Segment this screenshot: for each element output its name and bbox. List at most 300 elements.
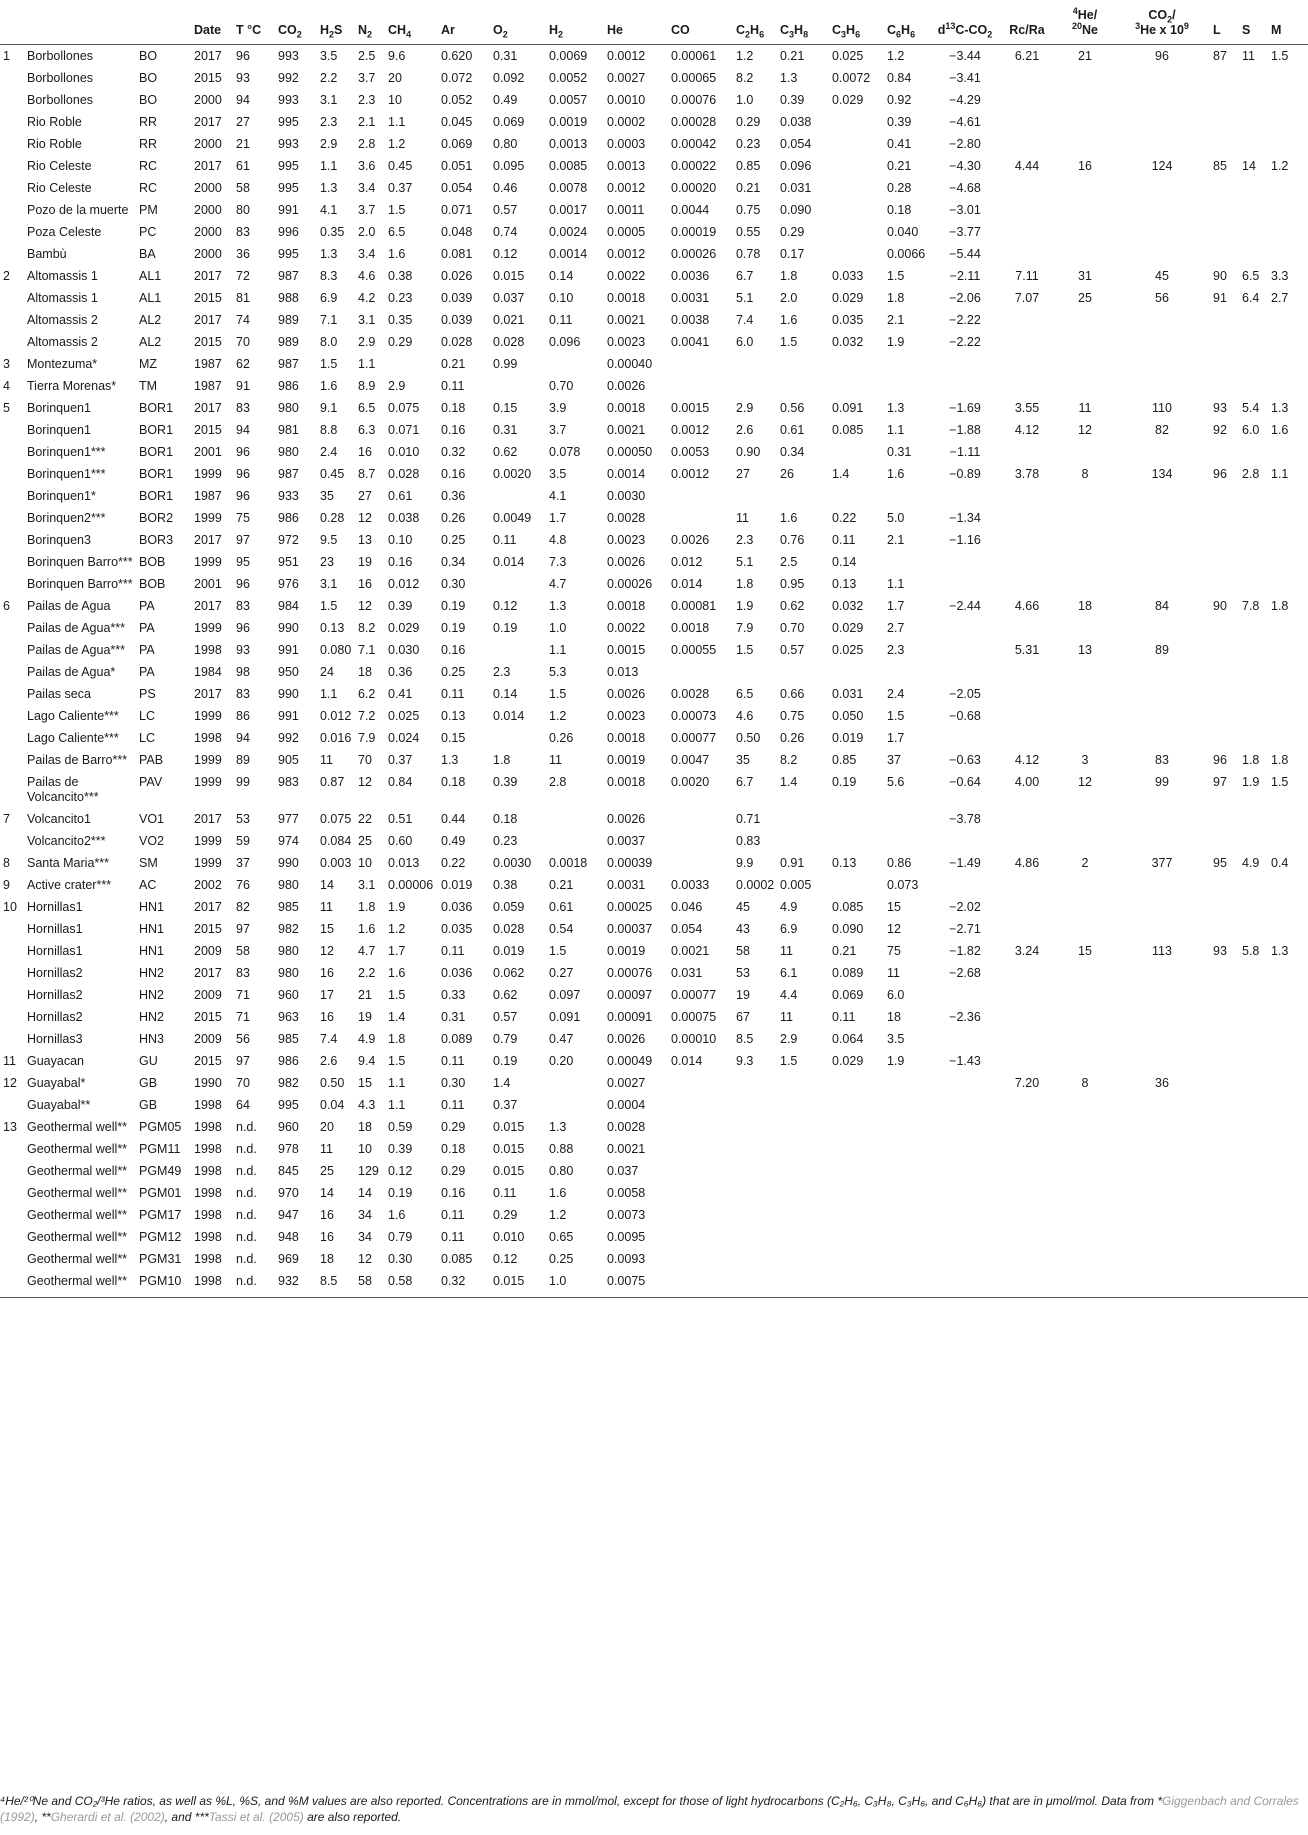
cell-c2h6: 1.5 [736,643,754,657]
cell-t: 98 [236,665,250,679]
cell-s [1239,896,1268,918]
column-header-d13c: $d^{13}C-CO_2$ [932,8,998,45]
cell-code: BA [139,247,156,261]
cell-code: PA [139,665,155,679]
cell-co [668,852,733,874]
cell-co2: 980 [278,401,299,415]
cell-name: Borinquen1 [27,401,91,415]
cell-date: 1987 [194,489,222,503]
cell-co [668,1270,733,1298]
footnote-ref-giggenbach[interactable]: Giggenbach and Corrales (1992) [0,1794,1299,1824]
cell-ch4: 6.5 [388,225,406,239]
table-row [0,529,1308,551]
cell-c3h8: 0.21 [780,49,805,63]
cell-n2: 18 [358,665,372,679]
cell-l [1210,617,1239,639]
cell-c3h8: 4.9 [780,900,798,914]
cell-s [1239,683,1268,705]
cell-name: Geothermal well** [27,1142,128,1156]
cell-name: Hornillas1 [27,922,83,936]
cell-code: VO2 [139,834,165,848]
cell-o2 [490,727,546,749]
cell-date: 1999 [194,753,222,767]
cell-he: 0.0012 [607,181,646,195]
cell-c2h6 [733,1270,777,1298]
cell-m [1268,1270,1308,1298]
cell-co: 0.014 [671,1054,703,1068]
cell-m [1268,639,1308,661]
table-header-row [0,8,1308,45]
cell-m [1268,874,1308,896]
cell-h2: 0.0019 [549,115,588,129]
cell-n2: 14 [358,1186,372,1200]
cell-ch4: 0.19 [388,1186,413,1200]
cell-h2s: 0.50 [320,1076,345,1090]
cell-s [1239,573,1268,595]
cell-co2: 845 [278,1164,299,1178]
cell-l [1210,353,1239,375]
cell-c3h8: 6.9 [780,922,798,936]
table-footnote [0,1793,1300,1825]
cell-co: 0.0028 [671,687,710,701]
cell-o2: 0.38 [493,878,518,892]
cell-o2: 0.57 [493,1010,518,1024]
cell-name: Guayabal* [27,1076,86,1090]
cell-name: Montezuma* [27,357,98,371]
cell-rcra [998,918,1056,940]
cell-h2: 1.0 [549,621,567,635]
cell-n2: 7.1 [358,643,376,657]
cell-h2s: 25 [320,1164,334,1178]
cell-h2s: 2.4 [320,445,338,459]
cell-s: 6.5 [1242,269,1260,283]
cell-c2h6: 9.9 [736,856,754,870]
cell-rcra [998,1270,1056,1298]
cell-c6h6 [884,375,932,397]
cell-l [1210,1226,1239,1248]
table-row [0,45,1308,68]
cell-c3h6 [829,485,884,507]
cell-hene: 31 [1078,269,1092,283]
cell-hene: 18 [1078,599,1092,613]
cell-o2: 0.39 [493,775,518,789]
cell-m [1268,111,1308,133]
cell-d13c: −2.36 [949,1010,981,1024]
cell-n2: 8.2 [358,621,376,635]
cell-grp: 4 [3,379,10,393]
cell-c6h6 [884,808,932,830]
footnote-ref-gherardi[interactable]: Gherardi et al. (2002) [50,1810,165,1824]
cell-n2: 3.7 [358,71,376,85]
cell-t: 97 [236,1054,250,1068]
cell-co: 0.00073 [671,709,717,723]
cell-d13c [932,830,998,852]
cell-hene [1056,353,1114,375]
cell-he: 0.0073 [607,1208,646,1222]
cell-c2h6: 6.0 [736,335,754,349]
cell-co: 0.00075 [671,1010,717,1024]
cell-c2h6: 1.0 [736,93,754,107]
cell-he: 0.0028 [607,1120,646,1134]
cell-c3h8 [777,1138,829,1160]
cell-m [1268,1050,1308,1072]
cell-grp [0,89,24,111]
cell-co2he [1114,375,1210,397]
cell-he: 0.00091 [607,1010,653,1024]
cell-rcra: 4.12 [1014,753,1040,767]
cell-c3h8: 0.26 [780,731,805,745]
cell-o2: 0.79 [493,1032,518,1046]
cell-co: 0.00010 [671,1032,717,1046]
cell-t: 93 [236,71,250,85]
cell-ar: 0.49 [441,834,466,848]
cell-c6h6 [884,353,932,375]
cell-name: Geothermal well** [27,1252,128,1266]
cell-c2h6: 6.7 [736,775,754,789]
column-header-co2he: $CO_2/$ $^3$He x $10^9$ [1114,8,1210,45]
cell-he: 0.037 [607,1164,639,1178]
cell-hene [1056,221,1114,243]
cell-rcra [998,177,1056,199]
cell-t: 75 [236,511,250,525]
cell-co: 0.00026 [671,247,717,261]
cell-h2s: 15 [320,922,334,936]
cell-name: Lago Caliente*** [27,709,119,723]
cell-he: 0.0031 [607,878,646,892]
cell-co2: 980 [278,878,299,892]
table-row [0,771,1308,808]
cell-co2he [1114,1094,1210,1116]
cell-c2h6: 2.3 [736,533,754,547]
cell-h2s: 8.8 [320,423,338,437]
cell-n2: 34 [358,1208,372,1222]
cell-c2h6: 6.5 [736,687,754,701]
cell-rcra: 4.66 [1014,599,1040,613]
cell-co2he: 36 [1155,1076,1169,1090]
cell-grp [0,1182,24,1204]
cell-co2: 950 [278,665,299,679]
cell-h2s: 1.5 [320,357,338,371]
cell-co2he [1114,918,1210,940]
cell-date: 2017 [194,115,222,129]
cell-n2: 2.8 [358,137,376,151]
cell-he: 0.00076 [607,966,653,980]
cell-code: PGM10 [136,1270,191,1298]
cell-co [668,1138,733,1160]
cell-c3h8: 1.5 [780,335,798,349]
cell-code: PGM11 [139,1142,181,1156]
cell-co2he [1114,67,1210,89]
cell-c2h6: 27 [736,467,750,481]
cell-date: 2000 [194,181,222,195]
cell-n2: 129 [358,1164,379,1178]
cell-h2s: 8.5 [317,1270,355,1298]
cell-s: 4.9 [1242,856,1260,870]
cell-co [668,353,733,375]
cell-hene [1056,177,1114,199]
cell-grp [0,962,24,984]
cell-c2h6 [733,353,777,375]
cell-c6h6: 18 [887,1010,901,1024]
cell-date: 1999 [194,621,222,635]
cell-s [1239,507,1268,529]
cell-hene [1056,573,1114,595]
cell-s: 6.4 [1242,291,1260,305]
cell-d13c: −2.02 [949,900,981,914]
column-header-t: T °C [233,8,275,45]
cell-m [1268,375,1308,397]
cell-n2: 25 [358,834,372,848]
footnote-ref-tassi[interactable]: Tassi et al. (2005) [208,1810,304,1824]
table-row [0,830,1308,852]
cell-t: 93 [236,643,250,657]
cell-l [1210,962,1239,984]
cell-date: 2000 [194,225,222,239]
cell-rcra [998,962,1056,984]
cell-code: PA [139,643,155,657]
cell-l [1210,683,1239,705]
table-row [0,375,1308,397]
cell-co: 0.00061 [671,49,717,63]
cell-ar: 0.32 [438,1270,490,1298]
cell-name: Active crater*** [27,878,112,892]
cell-o2: 0.062 [493,966,525,980]
cell-date: 1998 [194,731,222,745]
table-row [0,617,1308,639]
cell-d13c: −2.05 [949,687,981,701]
cell-name: Pailas de Agua [27,599,111,613]
cell-n2: 8.9 [358,379,376,393]
cell-rcra [998,808,1056,830]
cell-ch4: 0.59 [388,1120,413,1134]
column-header-ch4: $CH_4$ [385,8,438,45]
cell-s [1239,243,1268,265]
cell-n2: 3.1 [358,313,376,327]
table-row [0,749,1308,771]
cell-he: 0.0018 [607,291,646,305]
cell-h2: 1.0 [546,1270,604,1298]
cell-name: Geothermal well** [27,1208,128,1222]
cell-c6h6: 5.0 [887,511,905,525]
cell-l [1210,705,1239,727]
cell-c2h6 [733,1160,777,1182]
cell-he: 0.0010 [607,93,646,107]
cell-ch4: 1.1 [388,115,406,129]
cell-grp [0,1160,24,1182]
cell-m: 1.5 [1271,775,1289,789]
cell-he: 0.0028 [607,511,646,525]
cell-c3h6: 0.029 [832,621,864,635]
cell-ch4: 20 [388,71,402,85]
cell-date: 1998 [194,1186,222,1200]
cell-he: 0.0026 [607,1032,646,1046]
cell-t: 53 [236,812,250,826]
cell-c6h6: 0.92 [887,93,912,107]
cell-s: 5.4 [1242,401,1260,415]
cell-c3h8: 4.4 [780,988,798,1002]
cell-h2s: 16 [320,966,334,980]
cell-name: Volcancito1 [27,812,91,826]
cell-rcra: 7.11 [1015,269,1039,283]
cell-c3h6 [829,1270,884,1298]
cell-ar: 0.16 [441,1186,466,1200]
table-row [0,331,1308,353]
cell-ar: 0.026 [441,269,473,283]
column-header-grp [0,8,24,45]
table-row [0,984,1308,1006]
table-row [0,639,1308,661]
cell-code: BOR1 [139,489,174,503]
cell-date: 2000 [194,137,222,151]
cell-date: 2001 [194,445,222,459]
cell-name: Borinquen2*** [27,511,106,525]
cell-n2: 10 [358,856,372,870]
cell-l [1210,441,1239,463]
cell-c3h8 [777,1160,829,1182]
cell-ch4: 0.29 [388,335,413,349]
cell-c6h6: 2.1 [887,313,905,327]
cell-m [1268,441,1308,463]
cell-o2: 0.019 [493,944,525,958]
cell-hene [1056,1248,1114,1270]
cell-ar: 0.25 [441,665,466,679]
cell-co2he: 124 [1151,159,1173,173]
cell-code: GB [139,1098,158,1112]
cell-rcra [998,683,1056,705]
cell-code: BOR1 [139,423,174,437]
cell-co2he: 84 [1155,599,1169,613]
cell-d13c: −4.30 [949,159,981,173]
cell-o2: 0.0049 [493,511,532,525]
cell-h2: 0.10 [549,291,574,305]
cell-h2s: 0.084 [320,834,352,848]
cell-m [1268,1028,1308,1050]
cell-grp [0,243,24,265]
cell-ar: 0.054 [441,181,473,195]
cell-o2: 0.11 [493,1186,517,1200]
cell-rcra [998,1028,1056,1050]
cell-s [1239,874,1268,896]
cell-t: 36 [236,247,250,261]
cell-c3h6: 0.13 [832,577,857,591]
cell-h2: 0.0057 [549,93,588,107]
cell-c2h6 [733,375,777,397]
cell-c3h6 [829,133,884,155]
cell-s [1239,1160,1268,1182]
column-header-code [136,8,191,45]
cell-l: 93 [1213,944,1227,958]
cell-o2: 0.014 [493,709,525,723]
cell-co: 0.0036 [671,269,710,283]
cell-s [1239,1270,1268,1298]
cell-co2: 980 [278,445,299,459]
cell-rcra [998,1204,1056,1226]
cell-hene [1056,133,1114,155]
column-header-c3h8: $C_3H_8$ [777,8,829,45]
cell-c3h8: 2.5 [780,555,798,569]
cell-co [668,375,733,397]
cell-s [1239,529,1268,551]
cell-c6h6: 1.9 [887,1054,905,1068]
cell-hene: 11 [1078,401,1092,415]
cell-he: 0.00050 [607,445,653,459]
cell-co: 0.00022 [671,159,717,173]
cell-code: BO [139,93,158,107]
cell-m [1268,1204,1308,1226]
cell-date: 2015 [194,291,222,305]
cell-t: n.d. [236,1230,257,1244]
cell-c6h6: 0.31 [887,445,912,459]
cell-hene: 16 [1078,159,1092,173]
table-row [0,1182,1308,1204]
table-row [0,463,1308,485]
cell-co2he: 56 [1155,291,1169,305]
cell-name: Rio Roble [27,137,82,151]
cell-code: HN1 [139,922,165,936]
cell-he: 0.0012 [607,49,646,63]
cell-date: 1987 [194,379,222,393]
cell-h2s: 7.1 [320,313,338,327]
cell-code: HN2 [139,988,165,1002]
cell-c3h6 [829,1226,884,1248]
cell-m [1268,221,1308,243]
column-header-c3h6: $C_3H_6$ [829,8,884,45]
cell-h2: 0.65 [549,1230,574,1244]
cell-code: VO1 [139,812,165,826]
cell-t: 58 [236,181,250,195]
cell-h2s: 1.3 [320,181,338,195]
cell-c3h6: 0.22 [832,511,857,525]
cell-s [1239,962,1268,984]
cell-c2h6: 58 [736,944,750,958]
cell-h2s: 24 [320,665,334,679]
cell-name: Borinquen1 [27,423,91,437]
cell-m [1268,617,1308,639]
cell-rcra [998,331,1056,353]
cell-c3h6 [829,177,884,199]
cell-t: 71 [236,988,250,1002]
cell-c3h6: 0.029 [832,1054,864,1068]
cell-grp [0,639,24,661]
cell-name: Borbollones [27,71,94,85]
cell-co2: 972 [278,533,299,547]
cell-c3h6 [829,111,884,133]
cell-date: 2009 [194,1032,222,1046]
cell-n2: 27 [358,489,372,503]
cell-n2: 3.4 [358,247,376,261]
cell-l: 96 [1213,467,1227,481]
cell-rcra: 7.20 [1014,1076,1040,1090]
cell-c3h8 [777,1270,829,1298]
cell-co2: 987 [278,269,299,283]
cell-c6h6 [884,1072,932,1094]
cell-l [1210,727,1239,749]
cell-t: 96 [236,489,250,503]
cell-c3h8 [777,1226,829,1248]
cell-c6h6: 2.1 [887,533,905,547]
cell-d13c [932,353,998,375]
cell-code: BOR1 [139,401,174,415]
cell-name: Altomassis 2 [27,313,98,327]
column-header-m: M [1268,8,1308,45]
table-row [0,940,1308,962]
cell-t: n.d. [236,1164,257,1178]
cell-c3h8: 0.75 [780,709,805,723]
cell-rcra [998,1006,1056,1028]
cell-c2h6: 8.5 [736,1032,754,1046]
cell-co2: 987 [278,357,299,371]
cell-s [1239,1116,1268,1138]
